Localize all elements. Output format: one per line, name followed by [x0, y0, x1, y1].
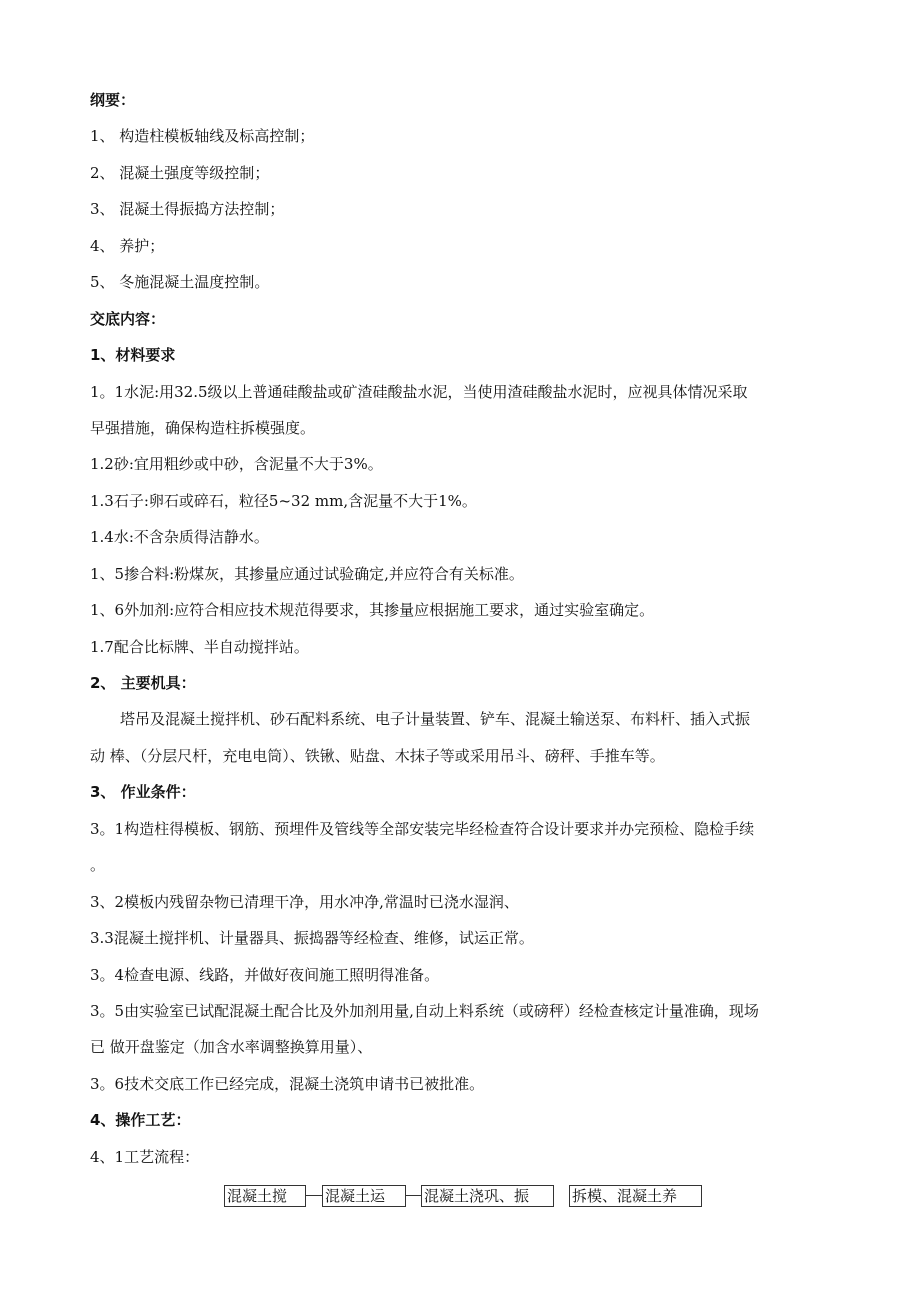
text-line: 3。6技术交底工作已经完成，混凝土浇筑申请书已被批准。: [90, 1074, 485, 1093]
flow-step-pouring: 混凝土浇巩、振: [421, 1185, 554, 1207]
text-line: 1.4水:不含杂质得洁静水。: [90, 528, 269, 547]
text-line: 。: [90, 856, 106, 875]
text-line: 3。4检查电源、线路，并做好夜间施工照明得准备。: [90, 965, 440, 984]
section-heading: 纲要：: [90, 91, 136, 109]
text-line: 动 棒、（分层尺杆，充电电筒）、铁锹、贴盘、木抹子等或采用吊斗、磅秤、手推车等。: [90, 746, 665, 765]
text-line: 1、5掺合料:粉煤灰，其掺量应通过试验确定,并应符合有关标准。: [90, 564, 524, 583]
text-line: 1、6外加剂:应符合相应技术规范得要求，其掺量应根据施工要求，通过实验室确定。: [90, 601, 655, 620]
section-heading: 交底内容：: [90, 309, 166, 328]
text-line: 4、1工艺流程：: [90, 1147, 200, 1166]
text-line: 已 做开盘鉴定（加含水率调整换算用量）、: [90, 1038, 373, 1057]
section-heading: 4、操作工艺：: [90, 1111, 191, 1130]
text-line: 5、 冬施混凝土温度控制。: [90, 273, 270, 292]
text-line: 1。1水泥:用32.5级以上普通硅酸盐或矿渣硅酸盐水泥，当使用渣硅酸盐水泥时，应视具体情况采取: [90, 382, 748, 401]
section-heading: 2、 主要机具：: [90, 674, 196, 692]
document-body: [90, 82, 850, 1175]
text-line: 3.3混凝土搅拌机、计量器具、振捣器等经检查、维修，试运正常。: [90, 929, 534, 948]
text-line: 早强措施，确保构造柱拆模强度。: [90, 418, 316, 437]
text-line: 3。1构造柱得模板、钢筋、预埋件及管线等全部安装完毕经检查符合设计要求并办完预检、隐检手续: [90, 819, 755, 838]
flow-step-mixing: 混凝土搅: [224, 1185, 306, 1207]
text-line: 3、 混凝土得振捣方法控制；: [90, 200, 285, 219]
section-heading: 1、材料要求: [90, 346, 176, 365]
text-line: 4、 养护；: [90, 236, 165, 255]
flow-connector: [406, 1195, 421, 1196]
text-line: 1、 构造柱模板轴线及标高控制；: [90, 127, 315, 146]
text-line: 3、2模板内残留杂物已清理干净，用水冲净,常温时已浇水湿润、: [90, 892, 519, 911]
flow-step-transport: 混凝土运: [322, 1185, 406, 1207]
flow-connector: [306, 1195, 322, 1196]
text-line: 塔吊及混凝土搅拌机、砂石配料系统、电子计量装置、铲车、混凝土输送泵、布料杆、插入式振: [120, 710, 751, 729]
text-line: 1.2砂:宜用粗纱或中砂，含泥量不大于3%。: [90, 455, 383, 474]
text-line: 2、 混凝土强度等级控制；: [90, 163, 270, 182]
text-line: 1.7配合比标牌、半自动搅拌站。: [90, 637, 309, 656]
text-line: 3。5由实验室已试配混凝土配合比及外加剂用量,自动上料系统（或磅秤）经检查核定计量准确，现场: [90, 1001, 759, 1020]
text-line: 1.3石子:卵石或碎石，粒径5~32 mm,含泥量不大于1%。: [90, 491, 477, 510]
section-heading: 3、 作业条件：: [90, 783, 196, 802]
flow-step-curing: 拆模、混凝土养: [569, 1185, 702, 1207]
